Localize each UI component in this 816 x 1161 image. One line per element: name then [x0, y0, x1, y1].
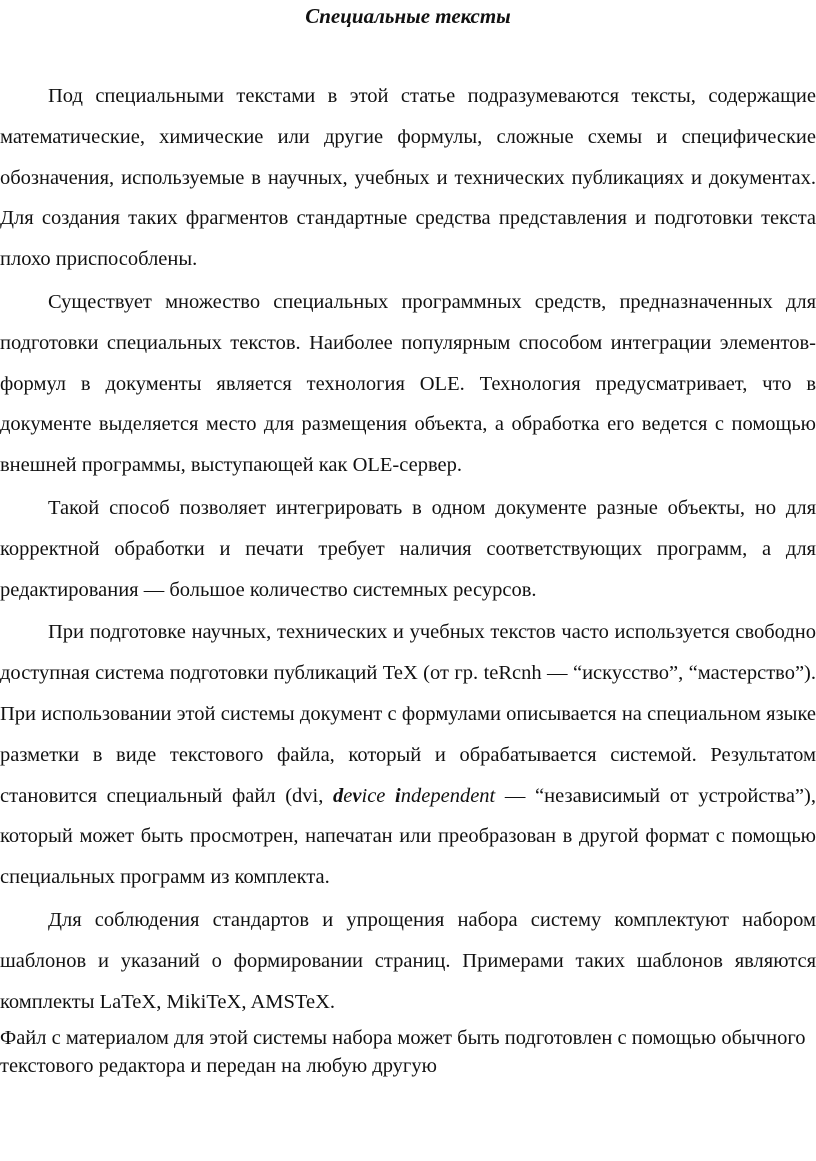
paragraph-special-texts-definition: Под специальными текстами в этой статье подразумеваются тексты, содержащие математические, химические или другие формулы, сложные схемы и специфические обозначения, используемые в научных, учебных и технических публикациях и документах. Для создания таких фрагментов стандартные средства представления и подготовки текста плохо приспособлены. — [0, 85, 816, 271]
dvi-letter-e: e — [343, 784, 353, 807]
paragraph-file-preparation: Файл с материалом для этой системы набора может быть подготовлен с помощью обычного текстового редактора и передан на любую другую — [0, 1027, 806, 1078]
dvi-word-ndependent: ndependent — [400, 784, 496, 807]
paragraph-ole-technology: Существует множество специальных программных средств, предназначенных для подготовки специальных текстов. Наиболее популярным способом интеграции элементов-формул в документы является технология OLE. Технология предусматривает, что в документе выделяется место для размещения объекта, а обработка его ведется с помощью внешней программы, выступающей как OLE-сервер. — [0, 290, 816, 477]
document-body — [0, 76, 816, 1080]
dvi-letter-i: i — [395, 784, 401, 807]
paragraph-templates: Для соблюдения стандартов и упрощения набора систему комплектуют набором шаблонов и указаний о формировании страниц. Примерами таких шаблонов являются комплекты LaTeX, MikiTeX, AMSTeX. — [0, 908, 816, 1013]
document-title: Специальные тексты — [305, 4, 511, 28]
dvi-letter-v: v — [352, 784, 362, 807]
paragraph-integration-method: Такой способ позволяет интегрировать в одном документе разные объекты, но для корректной обработки и печати требует наличия соответствующих программ, а для редактирования — большое количество системных ресурсов. — [0, 496, 816, 601]
paragraph-tex-system — [0, 612, 816, 898]
tex-text-part2: — “независимый от устройства”), который может быть просмотрен, напечатан или преобразован в другой формат с помощью специальных программ из комплекта. — [0, 784, 816, 889]
tex-text-part1: При подготовке научных, технических и учебных текстов часто используется свободно доступная система подготовки публикаций TeX (от гр. teRcnh — “искусство”, “мастерство”). При использовании этой системы документ с формулами описывается на специальном языке разметки в виде текстового файла, который и обрабатывается системой. Результатом становится специальный файл (dvi, — [0, 621, 816, 807]
dvi-word-ice: ice — [361, 784, 396, 807]
dvi-letter-d: d — [333, 784, 344, 807]
